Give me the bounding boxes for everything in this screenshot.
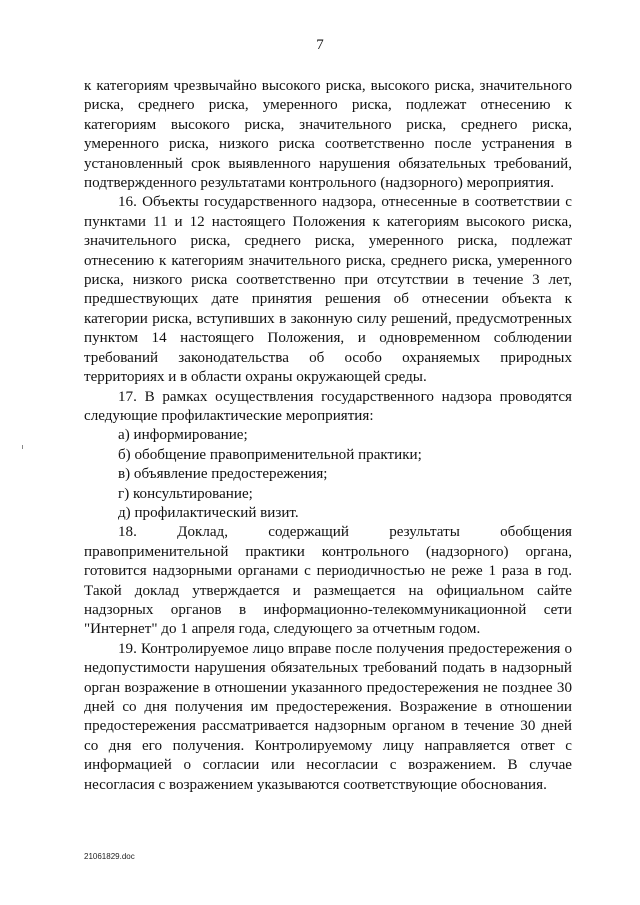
list-item: д) профилактический визит. xyxy=(118,504,299,521)
document-body xyxy=(84,77,572,795)
prevention-measures-list xyxy=(84,426,572,523)
paragraph-continuation: к категориям чрезвычайно высокого риска, высокого риска, значительного риска, среднего риска, умеренного риска, подлежат отнесению к категориям высокого риска, значительного риска, среднего риска, умеренного риска, низкого риска соответственно после устранения в установленный срок выявленного нарушения обязательных требований, подтвержденного результатами контрольного (надзорного) мероприятия. xyxy=(84,78,572,192)
file-name-footer: 21061829.doc xyxy=(84,852,135,861)
list-item: в) объявление предостережения; xyxy=(118,466,328,483)
paragraph-19: 19. Контролируемое лицо вправе после получения предостережения о недопустимости нарушения обязательных требований подать в надзорный орган возражение в отношении указанного предостережения не позднее 30 дней со дня получения им предостережения. Возражение в отношении предостережения рассматривается надзорным органом в течение 30 дней со дня его получения. Контролируемому лицу направляется ответ с информацией о согласии или несогласии с возражением. В случае несогласия с возражением указываются соответствующие обоснования. xyxy=(84,640,572,793)
scan-mark xyxy=(22,445,23,449)
list-item: г) консультирование; xyxy=(118,485,253,502)
list-item: а) информирование; xyxy=(118,427,248,444)
paragraph-18: 18. Доклад, содержащий результаты обобщения правоприменительной практики контрольного (надзорного) органа, готовится надзорными органами с периодичностью не реже 1 раза в год. Такой доклад утверждается и размещается на официальном сайте надзорных органов в информационно-телекоммуникационной сети "Интернет" до 1 апреля года, следующего за отчетным годом. xyxy=(84,524,572,638)
paragraph-16: 16. Объекты государственного надзора, отнесенные в соответствии с пунктами 11 и 12 настоящего Положения к категориям высокого риска, значительного риска, среднего риска, умеренного риска, подлежат отнесению к категориям значительного риска, среднего риска, умеренного риска, низкого риска соответственно при отсутствии в течение 3 лет, предшествующих дате принятия решения об отнесении объекта к категории риска, вступивших в законную силу решений, предусмотренных пунктом 14 настоящего Положения, и одновременном соблюдении требований законодательства об особо охраняемых природных территориях и в области охраны окружающей среды. xyxy=(84,194,572,386)
list-item: б) обобщение правоприменительной практики; xyxy=(118,446,422,463)
page-number: 7 xyxy=(316,37,324,53)
paragraph-17: 17. В рамках осуществления государственного надзора проводятся следующие профилактические мероприятия: xyxy=(84,388,572,424)
